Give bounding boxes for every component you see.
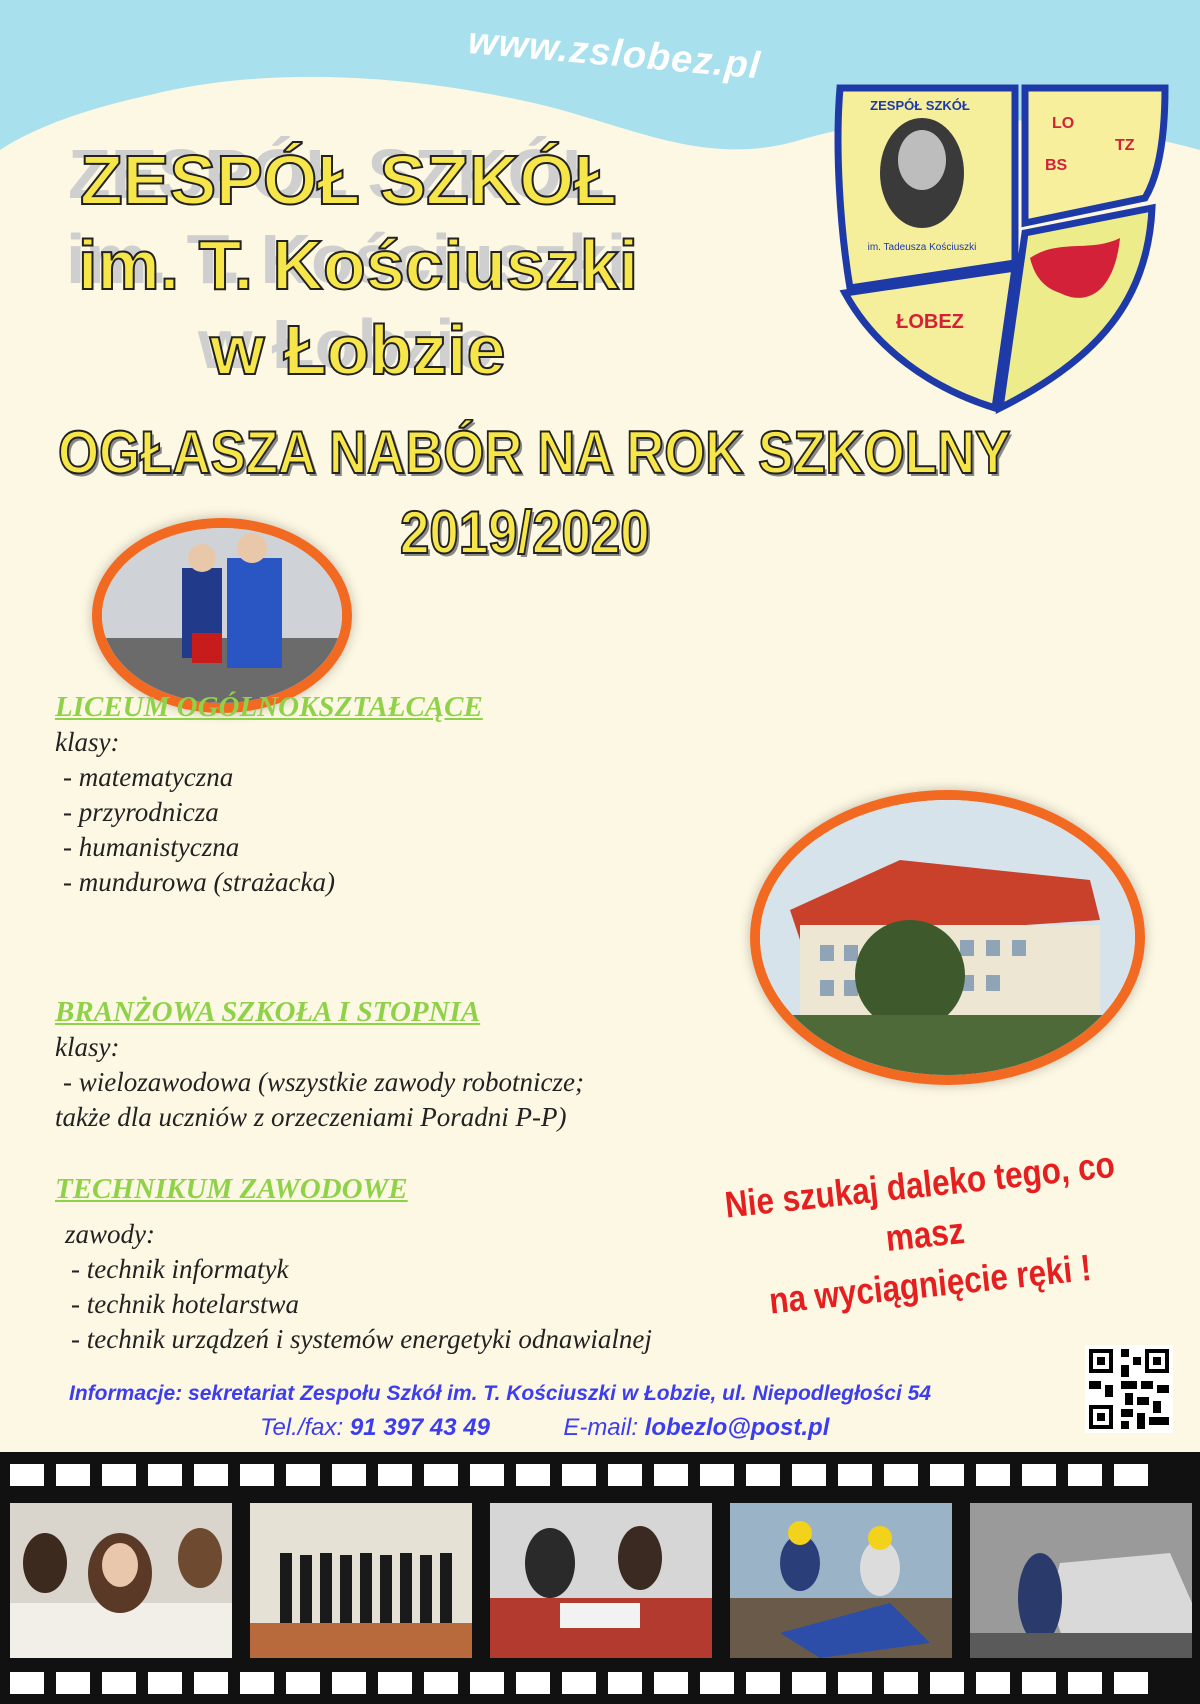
headline-line-2: im. T. Kościuszki: [78, 226, 639, 304]
section-title: LICEUM OGÓLNOKSZTAŁCĄCE: [55, 691, 483, 723]
section-title: BRANŻOWA SZKOŁA I STOPNIA: [55, 996, 481, 1028]
list-item: - humanistyczna: [63, 832, 240, 862]
contact-line: [260, 1414, 829, 1442]
section-branzowa: [55, 995, 755, 1135]
list-item: - matematyczna: [63, 762, 234, 792]
section-intro: klasy:: [55, 1032, 120, 1062]
film-strip: [0, 1452, 1200, 1704]
list-item: także dla uczniów z orzeczeniami Poradni P-P): [55, 1102, 567, 1132]
headline-line-1: ZESPÓŁ SZKÓŁ: [80, 141, 617, 219]
section-intro: zawody:: [65, 1219, 155, 1249]
film-holes-top: [10, 1464, 1200, 1486]
info-address: Informacje: sekretariat Zespołu Szkół im. T. Kościuszki w Łobzie, ul. Niepodległości 54: [69, 1382, 931, 1405]
headline-line-3: w Łobzie: [210, 311, 506, 389]
film-holes-bottom: [10, 1672, 1200, 1694]
school-crest: [830, 78, 1170, 418]
school-building-photo: [750, 790, 1145, 1085]
list-item: - mundurowa (strażacka): [63, 867, 335, 897]
crest-top-text: ZESPÓŁ SZKÓŁ: [870, 98, 970, 113]
crest-bs: BS: [1045, 157, 1068, 174]
list-item: - przyrodnicza: [63, 797, 219, 827]
announcement-line-1: OGŁASZA NABÓR NA ROK SZKOLNY: [58, 419, 1011, 486]
list-item: - technik hotelarstwa: [71, 1289, 299, 1319]
film-photo-classroom: [10, 1503, 232, 1658]
email-label: E-mail:: [563, 1414, 638, 1441]
section-liceum: [55, 690, 735, 900]
section-technikum: [55, 1172, 735, 1357]
crest-city: ŁOBEZ: [896, 311, 964, 333]
crest-arc-text: im. Tadeusza Kościuszki: [867, 242, 977, 253]
section-title: TECHNIKUM ZAWODOWE: [55, 1173, 408, 1205]
list-item: - technik urządzeń i systemów energetyki odnawialnej: [71, 1324, 652, 1354]
slogan-line-2: na wyciągnięcie ręki !: [767, 1246, 1094, 1322]
film-photo-solar-panels: [730, 1503, 952, 1658]
section-intro: klasy:: [55, 727, 120, 757]
email-link[interactable]: lobezlo@post.pl: [644, 1414, 830, 1441]
slogan: [710, 1139, 1140, 1332]
crest-lo: LO: [1052, 115, 1075, 132]
film-photo-car-workshop: [970, 1503, 1192, 1658]
film-photo-uniformed-class: [250, 1503, 472, 1658]
list-item: - wielozawodowa (wszystkie zawody robotnicze;: [63, 1067, 584, 1097]
announcement-year: 2019/2020: [400, 499, 650, 566]
tel-number[interactable]: 91 397 43 49: [349, 1414, 490, 1441]
website-url[interactable]: www.zslobez.pl: [466, 20, 763, 88]
crest-tz: TZ: [1115, 137, 1135, 154]
list-item: - technik informatyk: [71, 1254, 289, 1284]
film-photo-reception: [490, 1503, 712, 1658]
slogan-line-1: Nie szukaj daleko tego, co masz: [722, 1143, 1117, 1260]
workshop-photo: [92, 518, 352, 713]
qr-code-icon[interactable]: [1085, 1345, 1173, 1433]
tel-label: Tel./fax:: [260, 1414, 344, 1441]
